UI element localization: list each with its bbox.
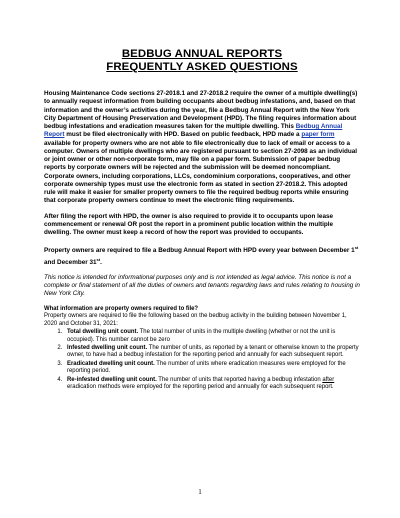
faq-question: What information are property owners required to file? bbox=[44, 305, 199, 312]
definition-text: The number of units, as reported by a tenant or otherwise known to the property owner, to have had a bedbug infestation for the reporting period and annually for each subsequent report. bbox=[67, 344, 359, 359]
intro-text-2: must be filed electronically with HPD. Based on public feedback, HPD made a bbox=[64, 131, 302, 139]
intro-text-3: available for property owners who are not able to file electronically due to lack of email or access to a computer. Owners of multiple dwellings who are registered pursuant to section 27-2098 as an individual or joint owner or other non-corporate form, may file on a paper form. Submission of paper bedbug reports by corporate owners will be rejected and the submission will be deemed noncompliant. Corporate owners, including corporations, LLCs, condominium corporations, cooperatives, and other corporate ownership types must use the electronic form as stated in section 27-2018.2. This adopted rule will make it easier for smaller property owners to file the required bedbug reports while ensuring that corporate property owners continue to meet the electronic filing requirements. bbox=[44, 139, 358, 205]
definition-term: Eradicated dwelling unit count. bbox=[67, 360, 155, 367]
intro-paragraph bbox=[44, 90, 360, 206]
definition-text: The total number of units in the multiple dwelling (whether or not the unit is occupied). This number cannot be zero bbox=[67, 329, 336, 343]
definition-text-end: eradication methods were employed for the reporting period and annually for each subsequent report. bbox=[67, 384, 334, 391]
definition-underlined: after bbox=[322, 376, 335, 383]
list-item bbox=[64, 361, 360, 376]
title-line-2: FREQUENTLY ASKED QUESTIONS bbox=[106, 60, 298, 73]
deadline-sup-2: st bbox=[96, 256, 101, 262]
title-line-1: BEDBUG ANNUAL REPORTS bbox=[121, 48, 283, 60]
definition-term: Re-infested dwelling unit count. bbox=[67, 376, 157, 383]
definition-term: Infested dwelling unit count. bbox=[67, 344, 148, 351]
list-item bbox=[64, 345, 360, 360]
deadline-paragraph bbox=[44, 244, 360, 267]
list-item bbox=[64, 329, 360, 344]
deadline-text-3: . bbox=[100, 258, 102, 266]
deadline-text-1: Property owners are required to file a Bedbug Annual Report with HPD every year between December 1 bbox=[44, 247, 355, 255]
page-number: 1 bbox=[198, 488, 202, 496]
faq-answer: Property owners are required to file the following based on the bedbug activity in the building between November 1, 2020 and October 31, 2021: bbox=[44, 313, 347, 327]
definitions-list bbox=[44, 329, 360, 392]
document-body bbox=[44, 48, 360, 393]
deadline-text-2: and December 31 bbox=[44, 258, 97, 266]
definition-text: The number of units that reported having a bedbug infestation bbox=[156, 376, 323, 383]
deadline-sup-1: st bbox=[354, 245, 359, 251]
intro-text-1: Housing Maintenance Code sections 27-2018.1 and 27-2018.2 require the owner of a multiple dwelling(s) to annually request information from building occupants about bedbug infestations, and, based on that information and the owner’s activities during the year, file a Bedbug Annual Report with the New York City Department of Housing Preservation and Development (HPD). The filing requires information about bedbug infestations and eradication measures taken for the multiple dwelling. This bbox=[44, 90, 358, 130]
paper-form-link[interactable]: paper form bbox=[301, 131, 335, 139]
definition-text: The number of units where eradication measures were employed for the reporting period. bbox=[67, 360, 346, 375]
after-filing-paragraph: After filing the report with HPD, the owner is also required to provide it to occupants upon lease commencement or renewal OR post the report in a prominent public location within the multiple dwelling. The owner must keep a record of how the report was provided to occupants. bbox=[44, 212, 334, 236]
legal-notice: This notice is intended for informational purposes only and is not intended as legal advice. This notice is not a complete or final statement of all the duties of owners and tenants regarding laws and rules relating to housing in New York City. bbox=[44, 273, 360, 298]
list-item bbox=[64, 377, 360, 392]
definition-term: Total dwelling unit count. bbox=[67, 329, 139, 336]
bedbug-annual-report-link[interactable]: Bedbug Annual Report bbox=[44, 123, 343, 139]
